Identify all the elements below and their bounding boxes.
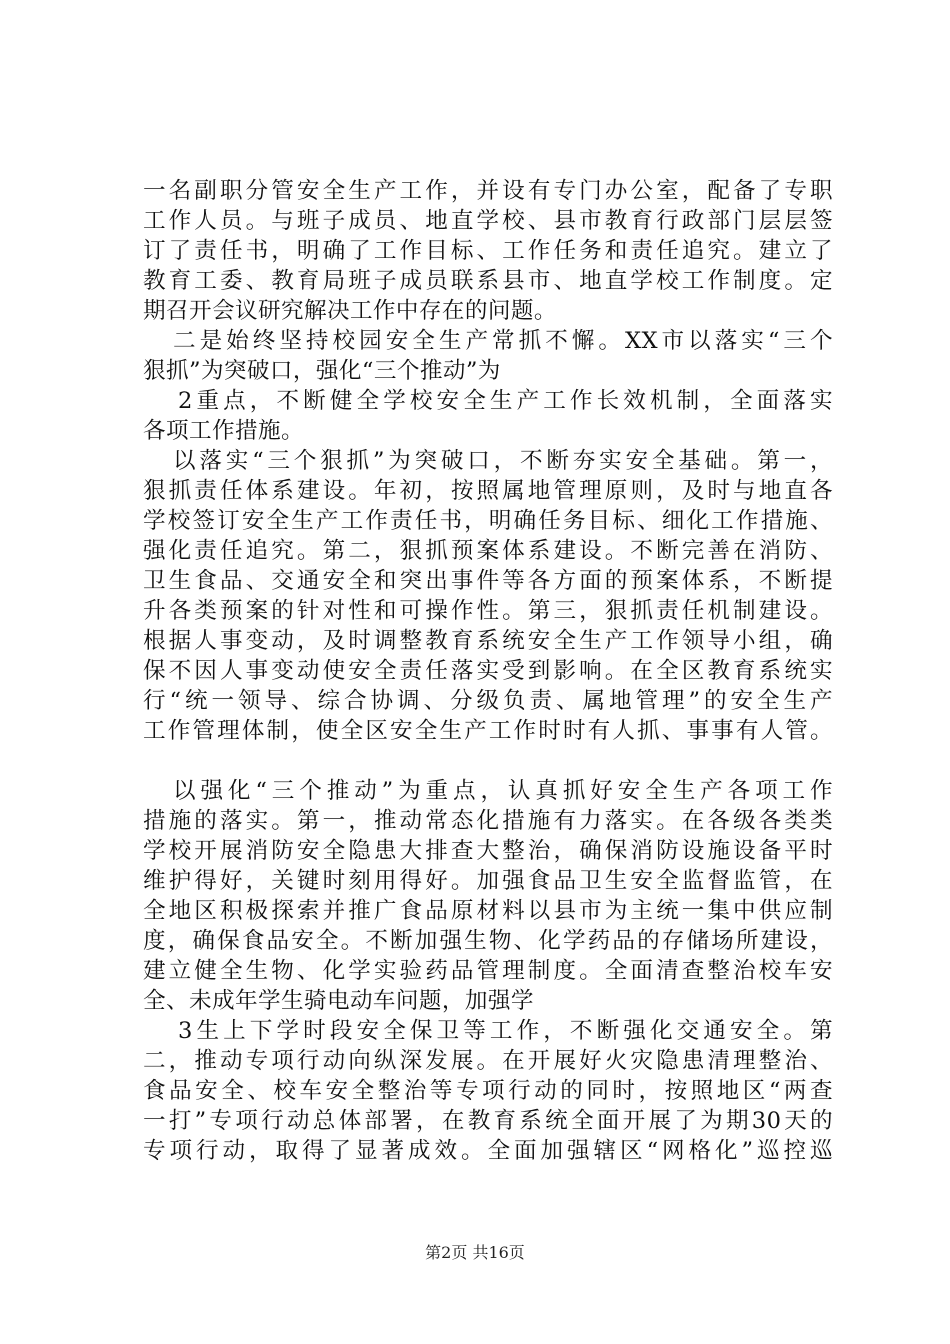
paragraph-start-line: 以落实“三个狠抓”为突破口，不断夯实安全基础。第一， (173, 448, 833, 474)
text-line: 教育工委、教育局班子成员联系县市、地直学校工作制度。定 (143, 268, 833, 294)
text-line: 狠抓”为突破口，强化“三个推动”为 (143, 358, 501, 384)
text-line: 工作管理体制，使全区安全生产工作时时有人抓、事事有人管。 (143, 718, 833, 744)
page-number-footer: 第2页 共16页 (425, 1243, 525, 1262)
text-line: 根据人事变动，及时调整教育系统安全生产工作领导小组，确 (143, 628, 833, 654)
text-line: 强化责任追究。第二，狠抓预案体系建设。不断完善在消防、 (143, 538, 833, 564)
text-line: 工作人员。与班子成员、地直学校、县市教育行政部门层层签 (143, 208, 833, 234)
text-line: 卫生食品、交通安全和突出事件等各方面的预案体系，不断提 (143, 568, 833, 594)
text-line: 专项行动，取得了显著成效。全面加强辖区“网格化”巡控巡 (143, 1138, 833, 1164)
text-line: 行“统一领导、综合协调、分级负责、属地管理”的安全生产 (143, 688, 833, 714)
text-line: 学校开展消防安全隐患大排查大整治，确保消防设施设备平时 (143, 838, 833, 864)
blank-line (143, 746, 833, 776)
text-line: 全地区积极探索并推广食品原材料以县市为主统一集中供应制 (143, 898, 833, 924)
document-body (143, 176, 833, 1166)
text-line: 二，推动专项行动向纵深发展。在开展好火灾隐患清理整治、 (143, 1048, 833, 1074)
paragraph-start-line: 二是始终坚持校园安全生产常抓不懈。XX市以落实“三个 (173, 328, 833, 354)
text-line: 保不因人事变动使安全责任落实受到影响。在全区教育系统实 (143, 658, 833, 684)
text-line: 学校签订安全生产工作责任书，明确任务目标、细化工作措施、 (143, 508, 833, 534)
paragraph-start-line: 以强化“三个推动”为重点，认真抓好安全生产各项工作 (173, 778, 833, 804)
text-line: 一打”专项行动总体部署，在教育系统全面开展了为期30天的 (143, 1108, 833, 1134)
paragraph-start-line: 2重点，不断健全学校安全生产工作长效机制，全面落实 (178, 388, 833, 414)
text-line: 建立健全生物、化学实验药品管理制度。全面清查整治校车安 (143, 958, 833, 984)
paragraph-start-line: 3生上下学时段安全保卫等工作，不断强化交通安全。第 (178, 1018, 833, 1044)
text-line: 订了责任书，明确了工作目标、工作任务和责任追究。建立了 (143, 238, 833, 264)
text-line: 一名副职分管安全生产工作，并设有专门办公室，配备了专职 (143, 178, 833, 204)
text-line: 全、未成年学生骑电动车问题，加强学 (143, 988, 534, 1014)
text-line: 各项工作措施。 (143, 418, 304, 444)
text-line: 度，确保食品安全。不断加强生物、化学药品的存储场所建设， (143, 928, 833, 954)
text-line: 食品安全、校车安全整治等专项行动的同时，按照地区“两查 (143, 1078, 833, 1104)
text-line: 维护得好，关键时刻用得好。加强食品卫生安全监督监管，在 (143, 868, 833, 894)
text-line: 狠抓责任体系建设。年初，按照属地管理原则，及时与地直各 (143, 478, 833, 504)
text-line: 期召开会议研究解决工作中存在的问题。 (143, 298, 557, 324)
text-line: 措施的落实。第一，推动常态化措施有力落实。在各级各类类 (143, 808, 833, 834)
text-line: 升各类预案的针对性和可操作性。第三，狠抓责任机制建设。 (143, 598, 833, 624)
